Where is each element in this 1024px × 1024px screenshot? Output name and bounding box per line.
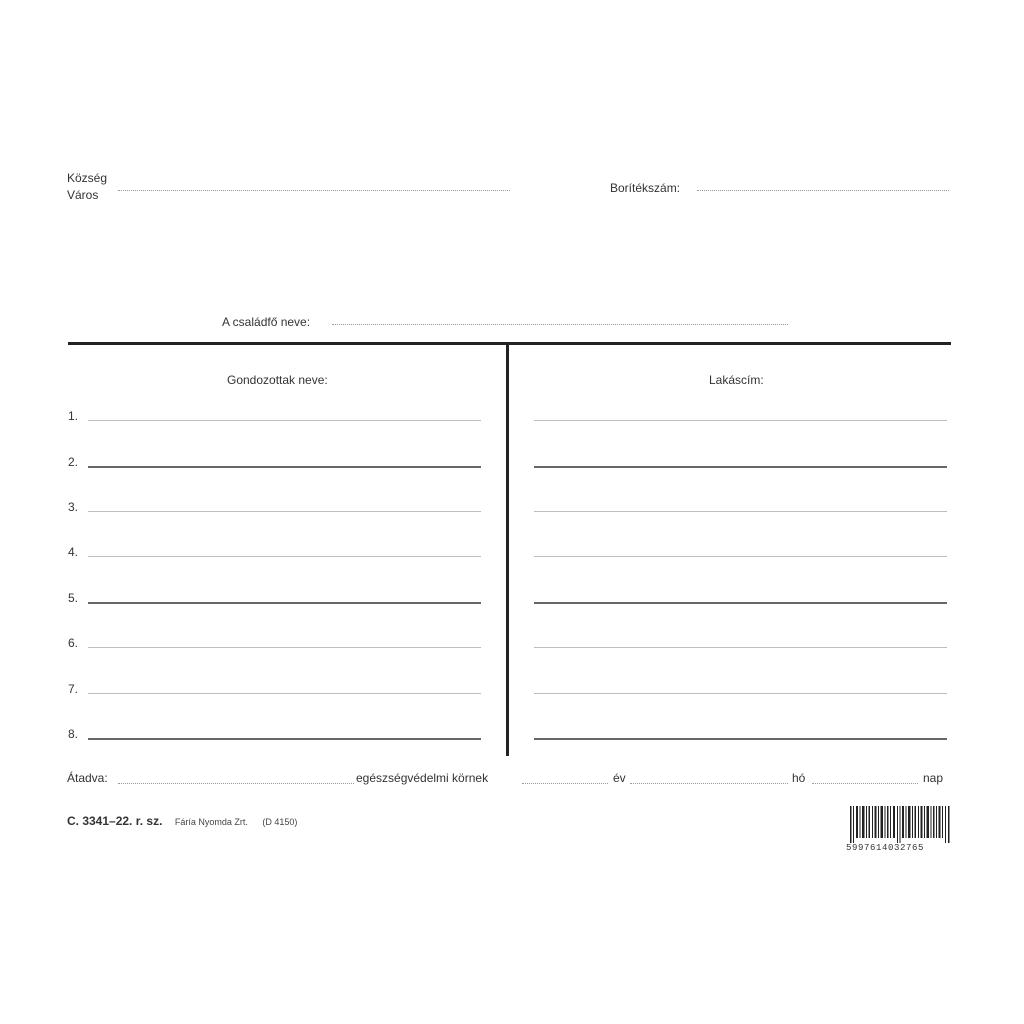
address-field[interactable] [534, 511, 947, 512]
name-field[interactable] [88, 466, 481, 468]
address-field[interactable] [534, 602, 947, 604]
varos-field[interactable] [118, 190, 510, 191]
table-top-rule [68, 342, 951, 345]
address-field[interactable] [534, 420, 947, 421]
name-field[interactable] [88, 556, 481, 557]
korzet-field[interactable] [522, 783, 608, 784]
row-number: 1. [68, 409, 79, 423]
address-field[interactable] [534, 693, 947, 694]
ho-field[interactable] [812, 783, 918, 784]
atadva-field[interactable] [118, 783, 354, 784]
name-field[interactable] [88, 420, 481, 421]
name-field[interactable] [88, 738, 481, 740]
gondozottak-header: Gondozottak neve: [227, 373, 328, 387]
barcode-icon [850, 806, 950, 843]
name-field[interactable] [88, 602, 481, 604]
row-number: 3. [68, 500, 79, 514]
csaladfo-label: A családfő neve: [222, 315, 311, 329]
csaladfo-field[interactable] [332, 324, 788, 325]
printer-name: Fáría Nyomda Zrt. [174, 817, 248, 827]
barcode-number: 5997614032765 [846, 843, 925, 853]
row-number: 6. [68, 636, 79, 650]
row-number: 8. [68, 727, 79, 741]
column-divider [506, 343, 509, 756]
address-field[interactable] [534, 647, 947, 648]
varos-label: Város [67, 188, 99, 202]
row-number: 2. [68, 455, 79, 469]
nap-label: nap [923, 771, 944, 785]
address-field[interactable] [534, 466, 947, 468]
row-number: 4. [68, 545, 79, 559]
atadva-label: Átadva: [67, 771, 108, 785]
ev-field[interactable] [630, 783, 788, 784]
form-ref: (D 4150) [262, 817, 298, 827]
address-field[interactable] [534, 738, 947, 740]
row-number: 7. [68, 682, 79, 696]
address-field[interactable] [534, 556, 947, 557]
ho-label: hó [792, 771, 806, 785]
korzet-label: egészségvédelmi körnek [356, 771, 489, 785]
form-code: C. 3341–22. r. sz. [67, 814, 163, 828]
boritekszam-label: Borítékszám: [610, 181, 681, 195]
name-field[interactable] [88, 693, 481, 694]
footer [67, 812, 297, 830]
name-field[interactable] [88, 511, 481, 512]
ev-label: év [613, 771, 626, 785]
lakascim-header: Lakáscím: [709, 373, 764, 387]
boritekszam-field[interactable] [697, 190, 949, 191]
row-number: 5. [68, 591, 79, 605]
name-field[interactable] [88, 647, 481, 648]
kozseg-label: Község [67, 171, 108, 185]
